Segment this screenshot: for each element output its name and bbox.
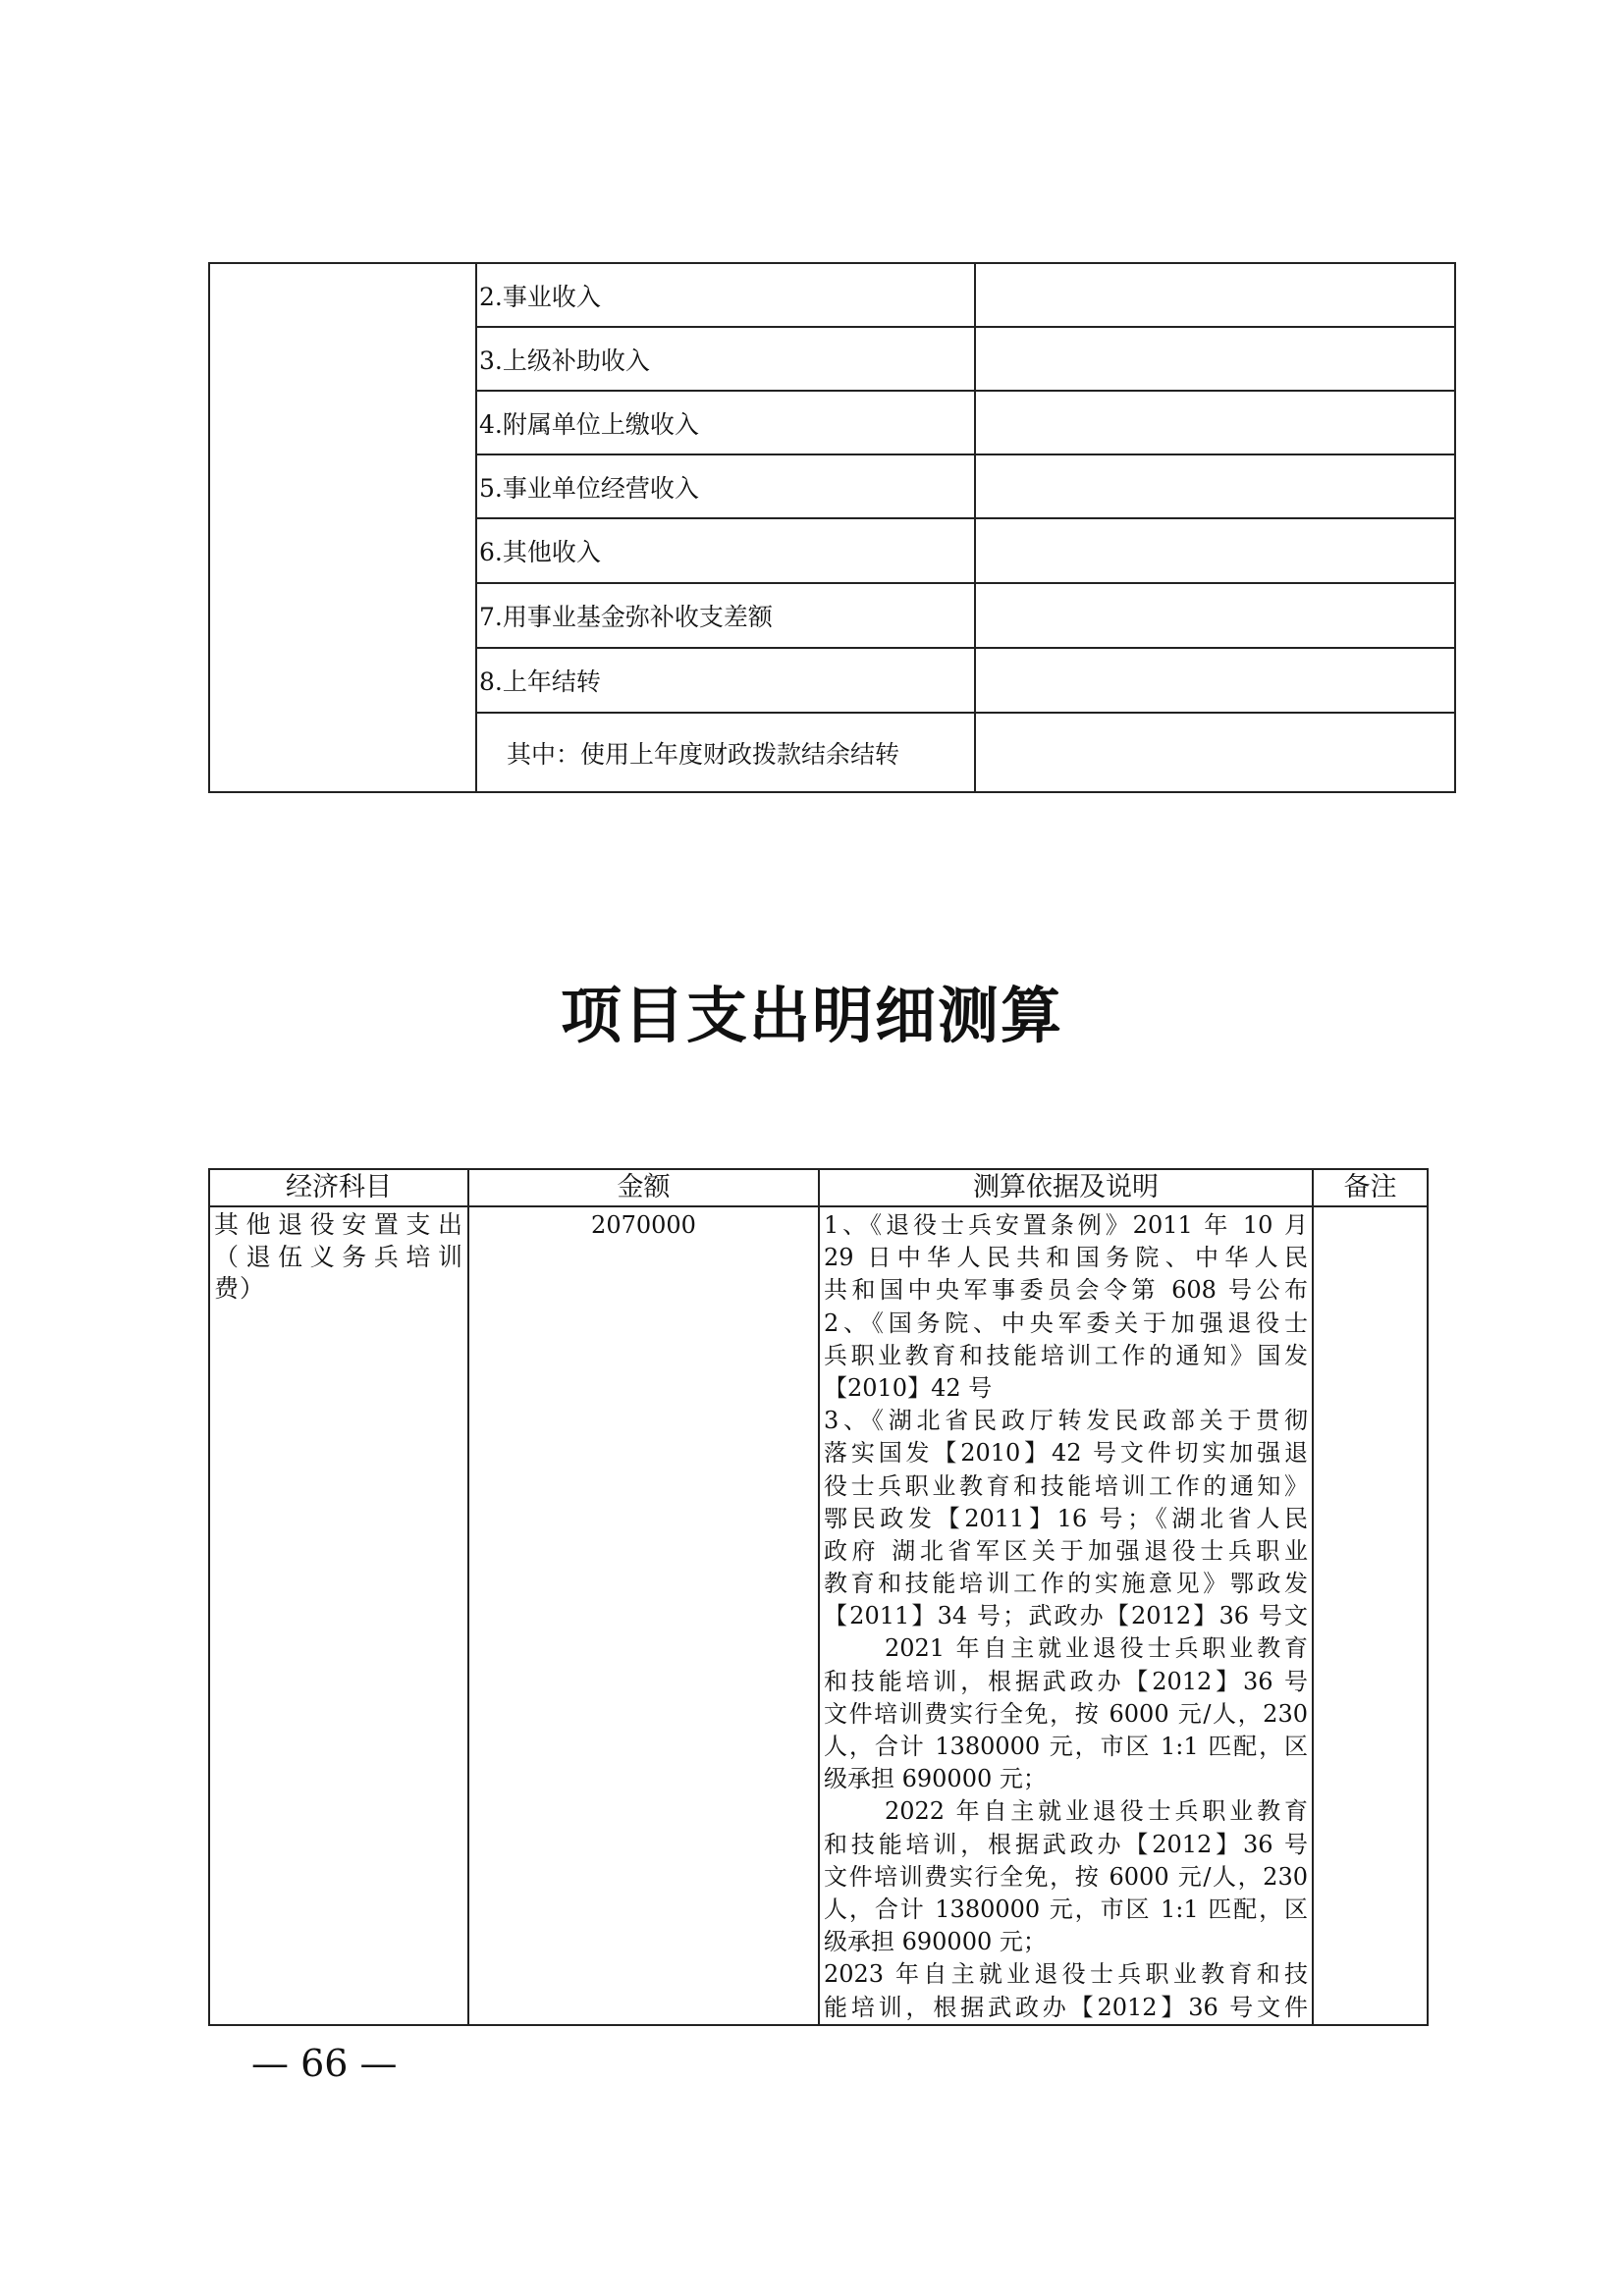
income-row-label: 8.上年结转: [476, 648, 975, 713]
table-row: [209, 1206, 1428, 2025]
income-row-value: [975, 327, 1455, 391]
basis-line: 2021 年自主就业退役士兵职业教育: [885, 1634, 1308, 1663]
header-basis: 测算依据及说明: [819, 1169, 1313, 1206]
basis-line: 教育和技能培训工作的实施意见》鄂政发: [824, 1570, 1308, 1598]
income-row-label: 3.上级补助收入: [476, 327, 975, 391]
basis-line: 能培训，根据武政办【2012】36 号文件: [824, 1993, 1308, 2021]
basis-line: 和技能培训，根据武政办【2012】36 号: [824, 1667, 1308, 1695]
basis-line: 2022 年自主就业退役士兵职业教育: [885, 1797, 1308, 1826]
income-row-value: [975, 583, 1455, 648]
amount-value: 2070000: [591, 1211, 696, 1239]
merged-label-cell: [209, 263, 476, 792]
basis-line: 2、《国务院、中央军委关于加强退役士: [824, 1308, 1308, 1337]
income-row-label: 4.附属单位上缴收入: [476, 391, 975, 454]
basis-line: 兵职业教育和技能培训工作的通知》国发: [824, 1341, 1308, 1369]
basis-line: 级承担 690000 元；: [824, 1928, 1047, 1956]
income-table: [208, 262, 1456, 793]
basis-line: 【2011】34 号；武政办【2012】36 号文: [824, 1602, 1308, 1630]
income-row-label: 其中：使用上年度财政拨款结余结转: [476, 713, 975, 792]
basis-line: 和技能培训，根据武政办【2012】36 号: [824, 1830, 1308, 1858]
page-title: 项目支出明细测算: [560, 980, 1063, 1051]
income-row-label: 5.事业单位经营收入: [476, 454, 975, 518]
income-row-value: [975, 713, 1455, 792]
subject-line: （退伍义务兵培训: [214, 1242, 463, 1271]
subject-line: 费）: [214, 1274, 266, 1303]
economic-subject-cell: [209, 1206, 468, 2025]
header-amount: 金额: [468, 1169, 819, 1206]
amount-cell: [468, 1206, 819, 2025]
basis-line: 2023 年自主就业退役士兵职业教育和技: [824, 1960, 1308, 1989]
income-row-value: [975, 454, 1455, 518]
page-number: — 66 —: [251, 2042, 398, 2085]
basis-line: 役士兵职业教育和技能培训工作的通知》: [824, 1471, 1308, 1500]
basis-cell: [819, 1206, 1313, 2025]
basis-line: 鄂民政发【2011】16 号；《湖北省人民: [824, 1504, 1308, 1532]
basis-line: 级承担 690000 元；: [824, 1765, 1047, 1793]
header-remark: 备注: [1313, 1169, 1428, 1206]
table-row: [209, 263, 1455, 327]
income-row-value: [975, 391, 1455, 454]
income-row-label: 6.其他收入: [476, 518, 975, 583]
expense-detail-table: [208, 1168, 1429, 2026]
remark-cell: [1313, 1206, 1428, 2025]
income-row-label: 2.事业收入: [476, 263, 975, 327]
subject-line: 其他退役安置支出: [214, 1210, 463, 1239]
basis-line: 文件培训费实行全免，按 6000 元/人，230: [824, 1862, 1308, 1891]
basis-line: 共和国中央军事委员会令第 608 号公布: [824, 1276, 1308, 1305]
basis-line: 【2010】42 号: [824, 1373, 993, 1402]
basis-line: 落实国发【2010】42 号文件切实加强退: [824, 1439, 1308, 1468]
basis-line: 人，合计 1380000 元，市区 1:1 匹配，区: [824, 1733, 1308, 1760]
basis-line: 1、《退役士兵安置条例》2011 年 10 月: [824, 1211, 1308, 1239]
income-row-value: [975, 648, 1455, 713]
basis-line: 3、《湖北省民政厅转发民政部关于贯彻: [824, 1407, 1308, 1435]
income-row-value: [975, 263, 1455, 327]
income-row-label: 7.用事业基金弥补收支差额: [476, 583, 975, 648]
income-row-value: [975, 518, 1455, 583]
basis-line: 政府 湖北省军区关于加强退役士兵职业: [824, 1536, 1308, 1565]
header-economic-subject: 经济科目: [209, 1169, 468, 1206]
basis-line: 文件培训费实行全免，按 6000 元/人，230: [824, 1699, 1308, 1728]
table-header-row: [209, 1169, 1428, 1206]
basis-line: 29 日中华人民共和国务院、中华人民: [824, 1244, 1308, 1272]
basis-line: 人，合计 1380000 元，市区 1:1 匹配，区: [824, 1895, 1308, 1923]
